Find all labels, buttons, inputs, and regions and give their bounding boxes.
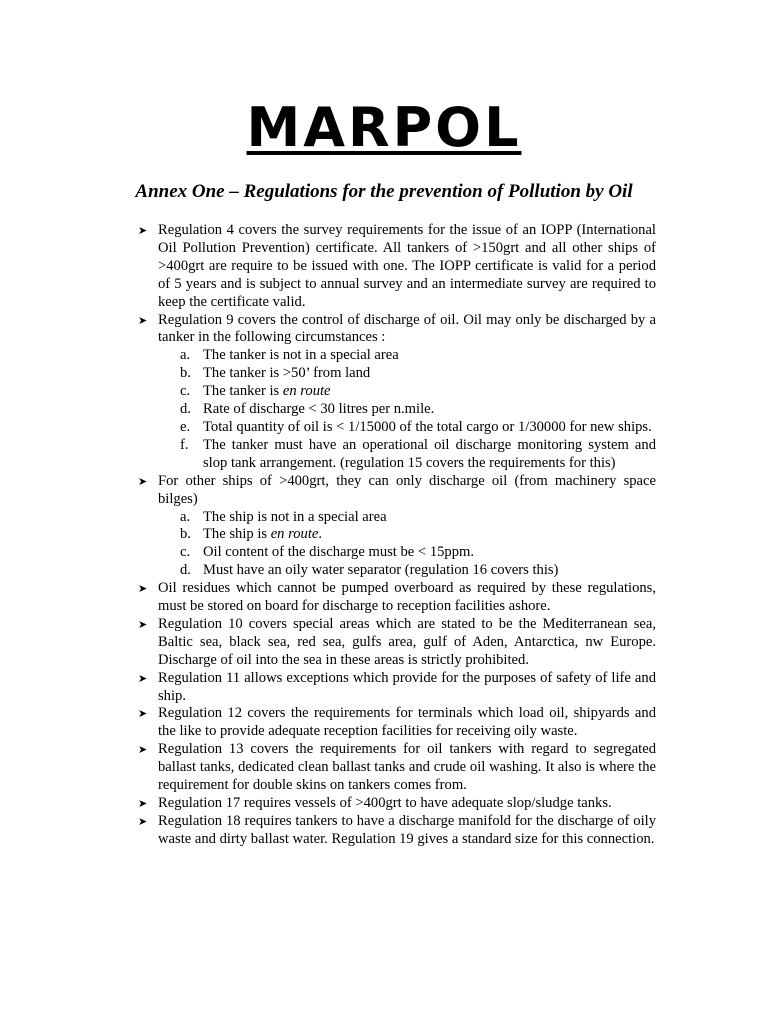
sub-list-letter: e. <box>180 418 191 435</box>
sub-list-text: The tanker must have an operational oil discharge monitoring system and slop tank arrangement. (regulation 15 covers the requirements for this) <box>203 436 656 471</box>
sub-list-text: Rate of discharge < 30 litres per n.mile. <box>203 401 435 418</box>
bullet-text: Regulation 10 covers special areas which are stated to be the Mediterranean sea, Baltic sea, black sea, red sea, gulfs area, gulf of Aden, Antarctica, nw Europe. Discharge of oil into the sea in these areas is strictly prohibited. <box>158 615 656 668</box>
sub-list-item <box>180 437 656 473</box>
bullet-text: Regulation 4 covers the survey requirements for the issue of an IOPP (International Oil Pollution Prevention) certificate. All tankers of >150grt and all other ships of >400grt are require to be issued with one. The IOPP certificate is valid for a period of 5 years and is subject to annual survey and an intermediate survey are required to keep the certificate valid. <box>158 222 656 310</box>
sub-list-text: Total quantity of oil is < 1/15000 of the total cargo or 1/30000 for new ships. <box>203 418 652 435</box>
sub-list-letter: c. <box>180 544 191 561</box>
sub-list-text <box>203 526 656 544</box>
sub-list-text-before: The tanker is <box>203 383 283 400</box>
bullet-item <box>138 741 656 795</box>
bullet-item <box>138 473 656 509</box>
arrow-bullet-icon: ➤ <box>138 671 148 685</box>
sub-list-item <box>180 347 656 365</box>
sub-list-text-italic: en route <box>282 383 331 400</box>
sub-list-letter: d. <box>180 401 191 418</box>
sub-list-text: The ship is not in a special area <box>203 508 387 525</box>
bullet-item <box>138 312 656 348</box>
arrow-bullet-icon: ➤ <box>138 814 148 828</box>
arrow-bullet-icon: ➤ <box>138 617 148 631</box>
bullet-item <box>138 795 656 813</box>
sub-list-text-italic: en route <box>270 526 319 543</box>
sub-list-text: The tanker is >50’ from land <box>203 365 371 382</box>
sub-list-letter: b. <box>180 365 191 382</box>
bullet-text: For other ships of >400grt, they can only discharge oil (from machinery space bilges) <box>158 472 656 507</box>
bullet-text: Regulation 9 covers the control of discharge of oil. Oil may only be discharged by a tanker in the following circumstances : <box>158 311 656 346</box>
sub-list-text <box>203 383 656 401</box>
sub-list-item <box>180 509 656 527</box>
arrow-bullet-icon: ➤ <box>138 707 148 721</box>
arrow-bullet-icon: ➤ <box>138 474 148 488</box>
sub-list-letter: d. <box>180 562 191 579</box>
sub-list-text-after: . <box>318 526 323 543</box>
sub-list-letter: f. <box>180 436 189 453</box>
arrow-bullet-icon: ➤ <box>138 582 148 596</box>
sub-list-letter: a. <box>180 347 191 364</box>
sub-list-item <box>180 365 656 383</box>
arrow-bullet-icon: ➤ <box>138 797 148 810</box>
bullet-text: Regulation 17 requires vessels of >400grt to have adequate slop/sludge tanks. <box>158 795 612 811</box>
sub-list-letter: a. <box>180 508 191 525</box>
bullet-text: Oil residues which cannot be pumped overboard as required by these regulations, must be stored on board for discharge to reception facilities ashore. <box>158 580 656 615</box>
document-subtitle: Annex One – Regulations for the prevention of Pollution by Oil <box>135 181 633 202</box>
bullet-item <box>138 222 656 312</box>
sub-list-item <box>180 562 656 580</box>
sub-list-text-before: The ship is <box>203 526 271 543</box>
sub-list-letter: b. <box>180 526 191 543</box>
bullet-item <box>138 813 656 849</box>
bullet-text: Regulation 11 allows exceptions which provide for the purposes of safety of life and ship. <box>158 669 656 704</box>
sub-list-item <box>180 419 656 437</box>
sub-list-item <box>180 383 656 401</box>
bullet-item <box>138 580 656 616</box>
bullet-text: Regulation 13 covers the requirements for oil tankers with regard to segregated ballast tanks, dedicated clean ballast tanks and crude oil washing. It also is where the requirement for double skins on tankers comes from. <box>158 741 656 794</box>
bullet-item <box>138 705 656 741</box>
title-text: MARPOL <box>246 96 522 159</box>
bullet-item <box>138 670 656 706</box>
sub-list-letter: c. <box>180 383 191 400</box>
document-title <box>0 92 768 164</box>
bullet-text: Regulation 12 covers the requirements for terminals which load oil, shipyards and the like to provide adequate reception facilities for receiving oily waste. <box>158 705 656 740</box>
arrow-bullet-icon: ➤ <box>138 313 148 327</box>
sub-list-text: Must have an oily water separator (regulation 16 covers this) <box>203 562 559 579</box>
sub-list-item <box>180 401 656 419</box>
arrow-bullet-icon: ➤ <box>138 224 148 237</box>
arrow-bullet-icon: ➤ <box>138 743 148 757</box>
sub-list-text: The tanker is not in a special area <box>203 347 399 364</box>
bullet-item <box>138 616 656 670</box>
sub-list-item <box>180 544 656 562</box>
bullet-text: Regulation 18 requires tankers to have a discharge manifold for the discharge of oily waste and dirty ballast water. Regulation 19 gives a standard size for this connection. <box>158 812 656 847</box>
sub-list-text: Oil content of the discharge must be < 15ppm. <box>203 544 475 561</box>
regulations-list <box>138 222 656 849</box>
sub-list-item <box>180 526 656 544</box>
